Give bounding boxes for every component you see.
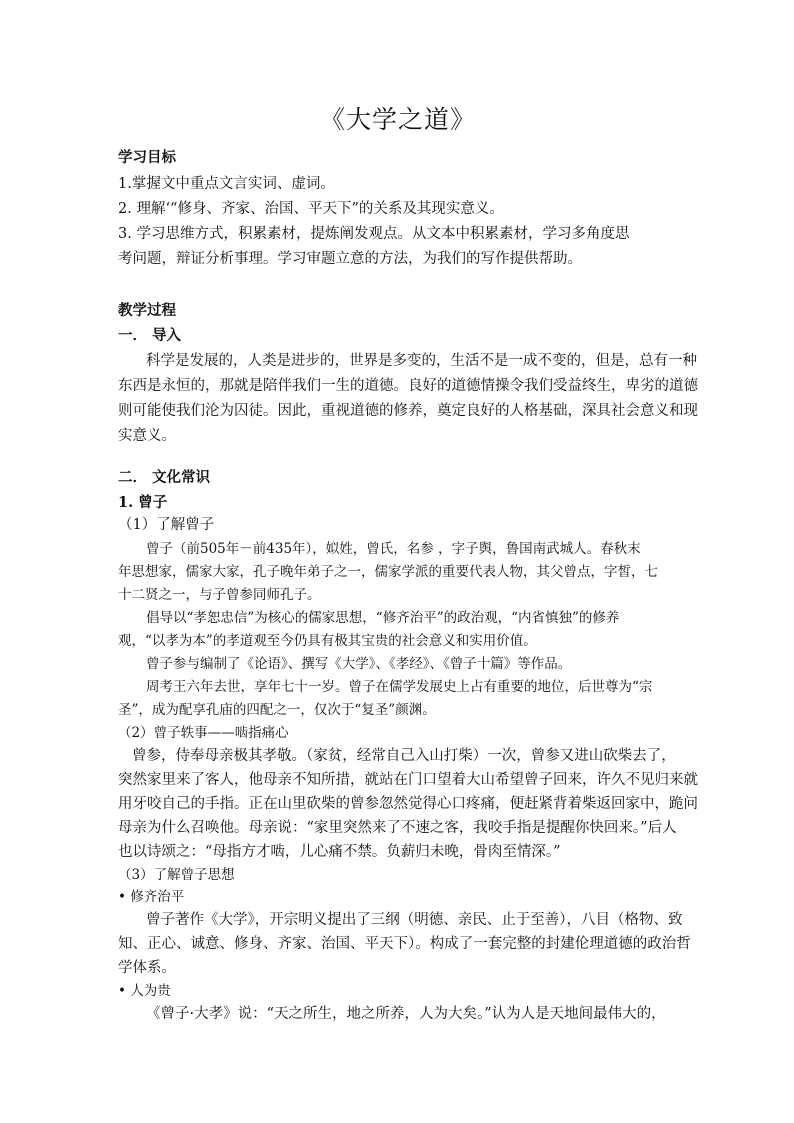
objective-item: 2. 理解‘“修身、齐家、治国、平天下”的关系及其现实意义。 bbox=[118, 201, 504, 217]
objective-item: 3. 学习思维方式，积累素材，提炼阐发观点。从文本中积累素材，学习多角度思 bbox=[118, 226, 630, 242]
bullet-text-line: 学体系。 bbox=[118, 960, 176, 976]
story-line: 曾参，侍奉母亲极其孝敬。（家贫，经常自己入山打柴）一次，曾参又进山砍柴去了， bbox=[132, 748, 676, 764]
thought-line: 观，“以孝为本”的孝道观至今仍具有极其宝贵的社会意义和实用价值。 bbox=[118, 633, 537, 649]
zengzi-heading: 1. 曾子 bbox=[118, 494, 168, 511]
intro-paragraph-line: 科学是发展的，人类是进步的，世界是多变的，生活不是一成不变的，但是，总有一种 bbox=[146, 353, 697, 369]
story-line: 突然家里来了客人，他母亲不知所措，就站在门口望着大山希望曾子回来，许久不见归来就 bbox=[118, 772, 698, 788]
culture-heading: 二． 文化常识 bbox=[118, 469, 211, 486]
works-line: 曾子参与编制了《论语》、撰写《大学》、《孝经》、《曾子十篇》等作品。 bbox=[146, 656, 572, 672]
intro-heading: 一． 导入 bbox=[118, 327, 182, 344]
intro-paragraph-line: 则可能使我们沦为囚徒。因此，重视道德的修养，奠定良好的人格基础，深具社会意义和现 bbox=[118, 403, 698, 419]
thought-section-heading: （3）了解曾子思想 bbox=[118, 867, 235, 883]
bio-line: 年思想家，儒家大家，孔子晚年弟子之一，儒家学派的重要代表人物，其父曾点，字皙，七 bbox=[118, 564, 658, 580]
thought-line: 倡导以“孝恕忠信”为核心的儒家思想，“修齐治平”的政治观，“内省慎独”的修养 bbox=[146, 610, 620, 626]
process-heading: 教学过程 bbox=[118, 302, 176, 319]
bullet-text-line: 《曾子·大孝》说：“天之所生，地之所养，人为大矣。”认为人是天地间最伟大的， bbox=[146, 1006, 666, 1022]
intro-paragraph-line: 东西是永恒的，那就是陪伴我们一生的道德。良好的道德情操令我们受益终生，卑劣的道德 bbox=[118, 378, 698, 394]
death-line: 周考王六年去世，享年七十一岁。曾子在儒学发展史上占有重要的地位，后世尊为“宗 bbox=[146, 679, 653, 695]
objectives-heading: 学习目标 bbox=[118, 149, 176, 166]
objective-item: 考问题，辩证分析事理。学习审题立意的方法，为我们的写作提供帮助。 bbox=[118, 251, 582, 267]
bullet-heading: • 修齐治平 bbox=[118, 889, 185, 905]
story-line: 也以诗颂之：“母指方才啮，儿心痛不禁。负薪归未晚，骨肉至情深。” bbox=[118, 844, 561, 860]
story-line: 母亲为什么召唤他。母亲说：“家里突然来了不速之客，我咬手指是提醒你快回来。”后人 bbox=[118, 820, 677, 836]
objective-item: 1.掌握文中重点文言实词、虚词。 bbox=[118, 176, 335, 192]
understand-heading: （1）了解曾子 bbox=[118, 517, 215, 533]
bullet-heading: • 人为贵 bbox=[118, 983, 171, 999]
death-line: 圣”，成为配享孔庙的四配之一，仅次于“复圣”颜渊。 bbox=[118, 702, 436, 718]
bullet-text-line: 知、正心、诚意、修身、齐家、治国、平天下）。构成了一套完整的封建伦理道德的政治哲 bbox=[118, 936, 691, 952]
bullet-text-line: 曾子著作《大学》，开宗明义提出了三纲（明德、亲民、止于至善），八目（格物、致 bbox=[146, 912, 683, 928]
document-title: 《大学之道》 bbox=[319, 105, 476, 134]
story-heading: （2）曾子轶事——啮指痛心 bbox=[118, 725, 289, 741]
story-line: 用牙咬自己的手指。正在山里砍柴的曾参忽然觉得心口疼痛，便赶紧背着柴返回家中，跪问 bbox=[118, 796, 698, 812]
bio-line: 曾子（前505年－前435年），姒姓，曾氏，名参 ，字子舆，鲁国南武城人。春秋末 bbox=[146, 541, 641, 557]
bio-line: 十二贤之一，与子曾参同师孔子。 bbox=[118, 587, 321, 603]
intro-paragraph-line: 实意义。 bbox=[118, 428, 176, 444]
